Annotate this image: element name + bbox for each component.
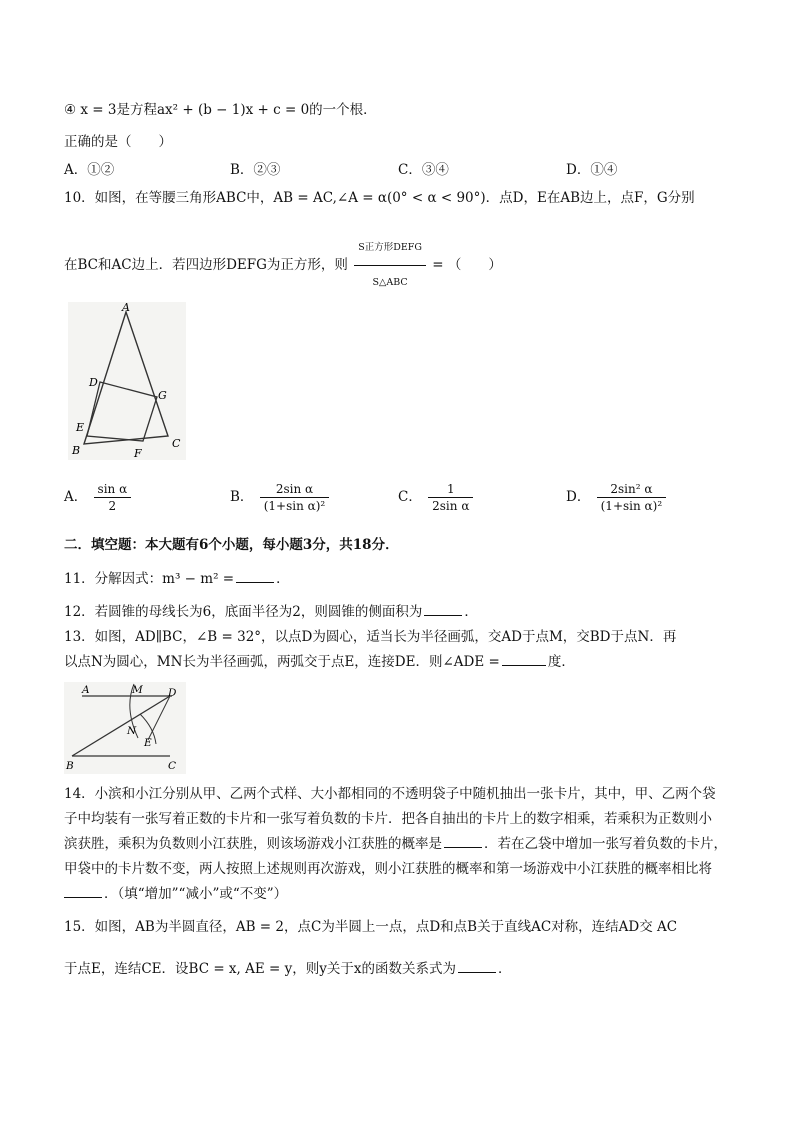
label-c: C [168, 760, 177, 772]
section-2-heading: 二．填空题：本大题有6个小题，每小题3分，共18分． [64, 537, 399, 553]
q9-prompt: 正确的是（ ） [64, 134, 172, 150]
q12-end: ． [464, 604, 478, 620]
q9-option-d: D．①④ [566, 162, 618, 178]
q12-answer-blank[interactable] [424, 603, 462, 616]
label-d: D [168, 687, 177, 699]
q11-text: 11．分解因式：m³ − m² = [64, 571, 235, 587]
q14-answer-blank-2[interactable] [64, 885, 102, 898]
q14-line-5 [64, 885, 287, 903]
q10-ratio-numerator: S正方形DEFG [354, 232, 426, 266]
q10-option-a-den: 2 [108, 499, 117, 513]
q13-parallel-lines-figure [62, 680, 188, 776]
q10-option-c-num: 1 [428, 482, 473, 498]
q10-option-c-den: 2sin α [432, 499, 470, 513]
label-a: A [82, 684, 90, 696]
label-d: D [89, 376, 98, 389]
q10-option-c [398, 482, 475, 513]
label-b: B [66, 760, 74, 772]
q10-option-b-letter: B． [230, 489, 254, 505]
q10-line-2-end: = （ ） [432, 257, 502, 273]
q9-option-b: B．②③ [230, 162, 281, 178]
q10-option-a-num: sin α [94, 482, 132, 498]
label-b: B [72, 444, 81, 457]
q10-option-d [566, 482, 668, 513]
q10-ratio-denominator: S△ABC [372, 277, 408, 288]
q14-line-3-text: 滨获胜，乘积为负数则小江获胜，则该场游戏小江获胜的概率是 [64, 836, 442, 852]
q10-line-1: 10．如图，在等腰三角形ABC中，AB = AC,∠A = α(0° < α < 90°)．点D，E在AB边上，点F，G分别 [64, 190, 695, 206]
q10-option-d-den: (1+sin α)² [600, 499, 663, 513]
q10-area-ratio [354, 232, 426, 299]
q15-line-2 [64, 960, 512, 978]
q12-text: 12．若圆锥的母线长为6，底面半径为2，则圆锥的侧面积为 [64, 604, 423, 620]
label-e: E [76, 421, 85, 434]
q10-option-b [230, 482, 331, 513]
q10-option-b-fraction [260, 482, 330, 513]
q14-line-4: 甲袋中的卡片数不变，两人按照上述规则再次游戏，则小江获胜的概率和第一场游戏中小江获胜的概率相比将 [64, 861, 712, 877]
q10-triangle-figure [62, 296, 192, 464]
q10-option-d-num: 2sin² α [597, 482, 667, 498]
q10-line-2 [64, 232, 502, 299]
label-e: E [144, 737, 152, 749]
q11-end: ． [276, 571, 290, 587]
label-m: M [132, 684, 143, 696]
q10-option-b-den: (1+sin α)² [263, 499, 326, 513]
q13-line-1: 13．如图，AD∥BC，∠B = 32°，以点D为圆心，适当长为半径画弧，交AD于点M，交BD于点N．再 [64, 629, 677, 645]
q9-item-4: ④ x = 3是方程ax² + (b − 1)x + c = 0的一个根． [64, 102, 377, 118]
q15-answer-blank[interactable] [458, 960, 496, 973]
q9-option-a: A．①② [64, 162, 115, 178]
q13-line-2-end: 度． [547, 654, 575, 670]
q9-option-c: C．③④ [398, 162, 449, 178]
q15-line-2-end: ． [498, 961, 512, 977]
q14-line-3 [64, 835, 727, 853]
q14-answer-blank-1[interactable] [444, 835, 482, 848]
q10-line-2-text: 在BC和AC边上．若四边形DEFG为正方形，则 [64, 257, 348, 273]
q11 [64, 570, 290, 588]
q14-line-2: 子中均装有一张写着正数的卡片和一张写着负数的卡片．把各自抽出的卡片上的数字相乘，若乘积为正数则小 [64, 811, 712, 827]
q11-answer-blank[interactable] [236, 570, 274, 583]
q10-option-b-num: 2sin α [260, 482, 330, 498]
q10-option-c-fraction [428, 482, 473, 513]
q12 [64, 603, 478, 621]
q10-option-a [64, 482, 133, 513]
q10-option-d-fraction [597, 482, 667, 513]
q13-line-2 [64, 653, 575, 671]
q13-answer-blank[interactable] [502, 653, 546, 666]
q10-option-a-fraction [94, 482, 132, 513]
q14-line-5-text: ．（填“增加”“减小”或“不变”） [104, 886, 288, 902]
label-c: C [172, 437, 181, 450]
q10-option-c-letter: C． [398, 489, 422, 505]
q15-line-1: 15．如图，AB为半圆直径，AB = 2，点C为半圆上一点，点D和点B关于直线AC对称，连结AD交 AC [64, 919, 678, 935]
label-a: A [122, 301, 130, 314]
label-f: F [134, 447, 142, 460]
q14-line-3-end: ．若在乙袋中增加一张写着负数的卡片， [484, 836, 727, 852]
label-n: N [127, 725, 137, 737]
q15-line-2-text: 于点E，连结CE．设BC = x, AE = y，则y关于x的函数关系式为 [64, 961, 456, 977]
label-g: G [158, 389, 167, 402]
q13-line-2-text: 以点N为圆心，MN长为半径画弧，两弧交于点E，连接DE．则∠ADE = [64, 654, 500, 670]
q10-option-a-letter: A． [64, 489, 88, 505]
q10-option-d-letter: D． [566, 489, 591, 505]
q14-line-1: 14．小滨和小江分别从甲、乙两个式样、大小都相同的不透明袋子中随机抽出一张卡片，其中，甲、乙两个袋 [64, 786, 716, 802]
